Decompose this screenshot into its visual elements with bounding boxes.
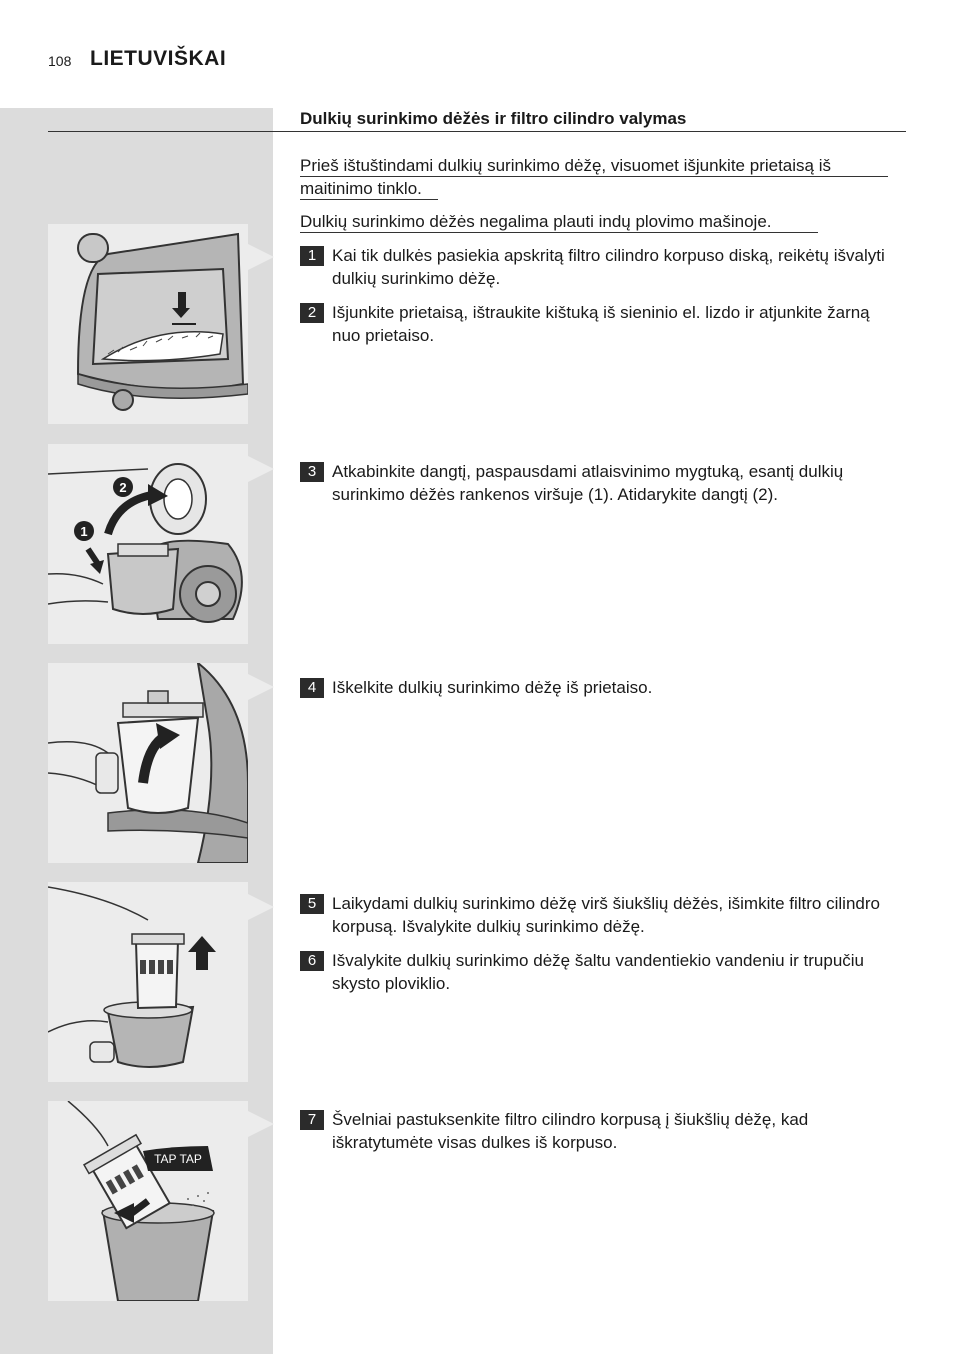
step-number: 3 <box>300 462 324 482</box>
step-number: 2 <box>300 303 324 323</box>
step-text: Iškelkite dulkių surinkimo dėžę iš prietaiso. <box>332 678 653 697</box>
step-number: 5 <box>300 894 324 914</box>
page-number: 108 <box>48 53 72 69</box>
illustration-dust-level <box>48 224 248 424</box>
step-number: 4 <box>300 678 324 698</box>
illustration-pointer <box>248 1111 274 1137</box>
illustration-pointer <box>248 244 274 270</box>
step-text: Švelniai pastuksenkite filtro cilindro korpusą į šiukšlių dėžę, kad iškratytumėte visas dulkes iš korpuso. <box>332 1110 809 1152</box>
step-number: 6 <box>300 951 324 971</box>
note-dishwasher-line1: Dulkių surinkimo dėžės negalima plauti indų plovimo mašinoje. <box>300 212 772 231</box>
callout-two: 2 <box>119 480 127 495</box>
vacuum-dust-level-drawing <box>48 224 248 424</box>
step-text: Išjunkite prietaisą, ištraukite kištuką iš sieninio el. lizdo ir atjunkite žarną nuo prietaiso. <box>332 303 870 345</box>
note-underline <box>300 176 888 177</box>
illustration-tap-filter <box>48 1101 248 1301</box>
illustration-pointer <box>248 674 274 700</box>
step-text: Kai tik dulkės pasiekia apskritą filtro cilindro korpuso diską, reikėtų išvalyti dulkių surinkimo dėžę. <box>332 246 885 288</box>
note-underline <box>300 199 438 200</box>
step-text: Laikydami dulkių surinkimo dėžę virš šiukšlių dėžės, išimkite filtro cilindro korpusą. Išvalykite dulkių surinkimo dėžę. <box>332 894 880 936</box>
vacuum-open-lid-drawing <box>48 444 248 644</box>
note-unplug-line1: Prieš ištuštindami dulkių surinkimo dėžę, visuomet išjunkite prietaisą iš <box>300 156 831 175</box>
note-unplug <box>300 154 890 200</box>
language-heading: LIETUVIŠKAI <box>90 47 227 70</box>
step-text: Atkabinkite dangtį, paspausdami atlaisvinimo mygtuką, esantį dulkių surinkimo dėžės rankenos viršuje (1). Atidarykite dangtį (2). <box>332 462 844 504</box>
illustration-pointer <box>248 456 274 482</box>
vacuum-lift-container-drawing <box>48 663 248 863</box>
step-text: Išvalykite dulkių surinkimo dėžę šaltu vandentiekio vandeniu ir trupučiu skysto ploviklio. <box>332 951 865 993</box>
illustration-open-lid <box>48 444 248 644</box>
step-number: 1 <box>300 246 324 266</box>
callout-one: 1 <box>80 524 88 539</box>
filter-removal-drawing <box>48 882 248 1082</box>
note-unplug-line2: maitinimo tinklo. <box>300 179 422 198</box>
tap-filter-drawing <box>48 1101 248 1301</box>
note-underline <box>300 232 818 233</box>
note-dishwasher <box>300 210 890 233</box>
tap-tap-label: TAP TAP <box>154 1152 202 1166</box>
illustration-lift-container <box>48 663 248 863</box>
section-title: Dulkių surinkimo dėžės ir filtro cilindro valymas <box>300 109 687 128</box>
illustration-pointer <box>248 894 274 920</box>
section-divider <box>48 131 906 132</box>
illustration-remove-filter <box>48 882 248 1082</box>
step-number: 7 <box>300 1110 324 1130</box>
